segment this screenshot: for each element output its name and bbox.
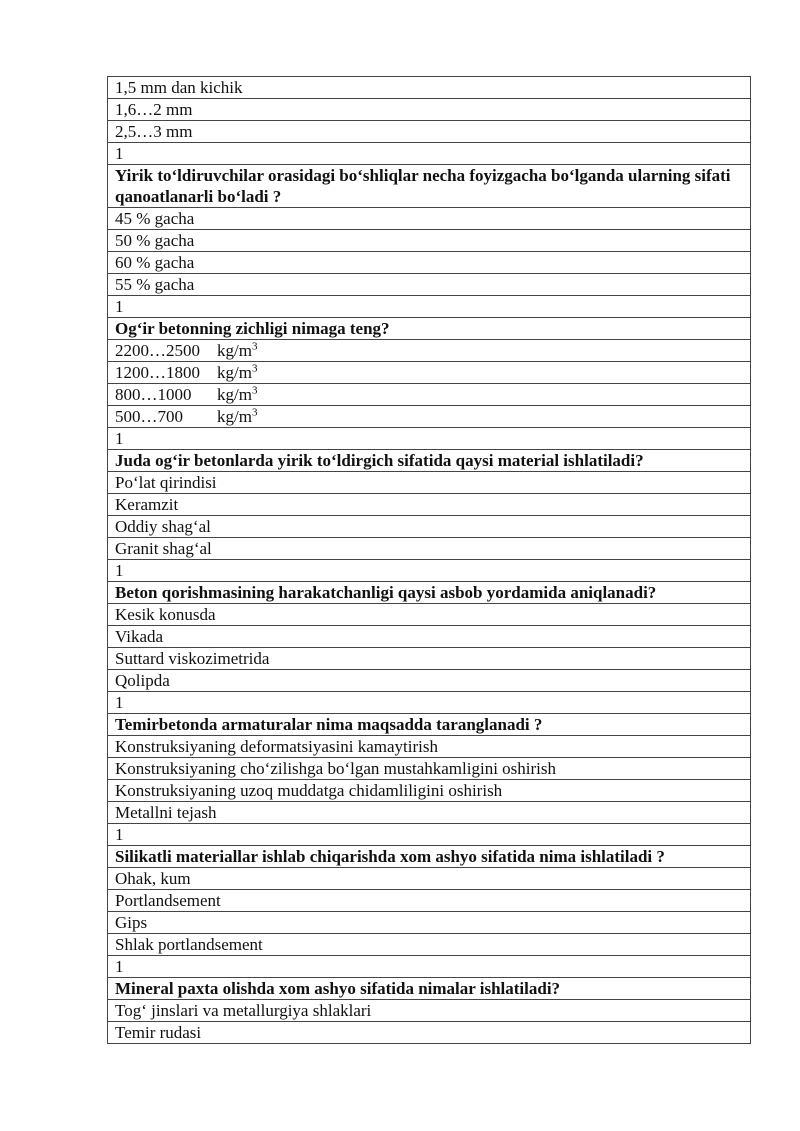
option-cell bbox=[108, 384, 751, 406]
option-row bbox=[108, 384, 751, 406]
option-text: Qolipda bbox=[108, 670, 751, 692]
answer-key-row bbox=[108, 824, 751, 846]
question-row bbox=[108, 714, 751, 736]
option-value-with-unit bbox=[115, 362, 750, 383]
answer-key-number: 1 bbox=[108, 824, 751, 846]
option-row bbox=[108, 252, 751, 274]
answer-key-number: 1 bbox=[108, 428, 751, 450]
option-value: 1200…1800 bbox=[115, 363, 200, 382]
option-row bbox=[108, 648, 751, 670]
unit-text: kg/m bbox=[217, 407, 252, 426]
option-value-with-unit bbox=[115, 340, 750, 361]
unit-exponent: 3 bbox=[251, 384, 258, 397]
option-unit bbox=[217, 362, 257, 383]
option-value: 2200…2500 bbox=[115, 341, 200, 360]
option-text: Oddiy shag‘al bbox=[108, 516, 751, 538]
question-row bbox=[108, 846, 751, 868]
answer-key-row bbox=[108, 296, 751, 318]
question-text: Temirbetonda armaturalar nima maqsadda taranglanadi ? bbox=[108, 714, 751, 736]
option-text: Tog‘ jinslari va metallurgiya shlaklari bbox=[108, 1000, 751, 1022]
option-text: Konstruksiyaning uzoq muddatga chidamliligini oshirish bbox=[108, 780, 751, 802]
option-text: Po‘lat qirindisi bbox=[108, 472, 751, 494]
answer-key-row bbox=[108, 428, 751, 450]
quiz-table-body bbox=[108, 77, 751, 1044]
option-row bbox=[108, 802, 751, 824]
option-row bbox=[108, 538, 751, 560]
question-row bbox=[108, 978, 751, 1000]
question-text: Beton qorishmasining harakatchanligi qaysi asbob yordamida aniqlanadi? bbox=[108, 582, 751, 604]
option-text: 45 % gacha bbox=[108, 208, 751, 230]
option-row bbox=[108, 758, 751, 780]
unit-exponent: 3 bbox=[251, 362, 258, 375]
question-text: Mineral paxta olishda xom ashyo sifatida nimalar ishlatiladi? bbox=[108, 978, 751, 1000]
option-row bbox=[108, 340, 751, 362]
option-row bbox=[108, 121, 751, 143]
option-text: Gips bbox=[108, 912, 751, 934]
option-row bbox=[108, 868, 751, 890]
option-row bbox=[108, 1000, 751, 1022]
option-value-with-unit bbox=[115, 384, 750, 405]
unit-exponent: 3 bbox=[251, 406, 258, 419]
option-row bbox=[108, 274, 751, 296]
answer-key-number: 1 bbox=[108, 560, 751, 582]
option-row bbox=[108, 1022, 751, 1044]
unit-exponent: 3 bbox=[251, 340, 258, 353]
option-row bbox=[108, 670, 751, 692]
unit-text: kg/m bbox=[217, 363, 252, 382]
option-text: Vikada bbox=[108, 626, 751, 648]
answer-key-number: 1 bbox=[108, 692, 751, 714]
unit-text: kg/m bbox=[217, 341, 252, 360]
option-row bbox=[108, 208, 751, 230]
option-text: 60 % gacha bbox=[108, 252, 751, 274]
option-text: Keramzit bbox=[108, 494, 751, 516]
question-text: Og‘ir betonning zichligi nimaga teng? bbox=[108, 318, 751, 340]
answer-key-number: 1 bbox=[108, 296, 751, 318]
option-text: 55 % gacha bbox=[108, 274, 751, 296]
option-unit bbox=[217, 340, 257, 361]
option-row bbox=[108, 934, 751, 956]
option-text: Temir rudasi bbox=[108, 1022, 751, 1044]
option-row bbox=[108, 494, 751, 516]
answer-key-number: 1 bbox=[108, 143, 751, 165]
answer-key-row bbox=[108, 956, 751, 978]
option-row bbox=[108, 890, 751, 912]
option-row bbox=[108, 362, 751, 384]
option-row bbox=[108, 472, 751, 494]
question-row bbox=[108, 582, 751, 604]
option-text: Granit shag‘al bbox=[108, 538, 751, 560]
question-text: Yirik to‘ldiruvchilar orasidagi bo‘shliqlar necha foyizgacha bo‘lganda ularning sifati qanoatlanarli bo‘ladi ? bbox=[108, 165, 751, 208]
option-row bbox=[108, 406, 751, 428]
answer-key-row bbox=[108, 692, 751, 714]
quiz-table bbox=[107, 76, 751, 1044]
option-text: Shlak portlandsement bbox=[108, 934, 751, 956]
option-text: Suttard viskozimetrida bbox=[108, 648, 751, 670]
question-row bbox=[108, 450, 751, 472]
option-row bbox=[108, 736, 751, 758]
option-unit bbox=[217, 384, 257, 405]
option-text: Portlandsement bbox=[108, 890, 751, 912]
option-cell bbox=[108, 340, 751, 362]
unit-text: kg/m bbox=[217, 385, 252, 404]
option-text: Konstruksiyaning deformatsiyasini kamaytirish bbox=[108, 736, 751, 758]
question-row bbox=[108, 165, 751, 208]
option-value: 500…700 bbox=[115, 407, 183, 426]
option-text: Konstruksiyaning cho‘zilishga bo‘lgan mustahkamligini oshirish bbox=[108, 758, 751, 780]
option-text: Ohak, kum bbox=[108, 868, 751, 890]
question-text: Juda og‘ir betonlarda yirik to‘ldirgich sifatida qaysi material ishlatiladi? bbox=[108, 450, 751, 472]
answer-key-row bbox=[108, 143, 751, 165]
option-unit bbox=[217, 406, 257, 427]
option-row bbox=[108, 604, 751, 626]
option-value-with-unit bbox=[115, 406, 750, 427]
option-row bbox=[108, 912, 751, 934]
option-row bbox=[108, 99, 751, 121]
option-row bbox=[108, 77, 751, 99]
option-text: Metallni tejash bbox=[108, 802, 751, 824]
question-row bbox=[108, 318, 751, 340]
option-text: 1,6…2 mm bbox=[108, 99, 751, 121]
option-text: 2,5…3 mm bbox=[108, 121, 751, 143]
question-text: Silikatli materiallar ishlab chiqarishda xom ashyo sifatida nima ishlatiladi ? bbox=[108, 846, 751, 868]
option-text: Kesik konusda bbox=[108, 604, 751, 626]
option-text: 1,5 mm dan kichik bbox=[108, 77, 751, 99]
answer-key-number: 1 bbox=[108, 956, 751, 978]
option-row bbox=[108, 626, 751, 648]
option-cell bbox=[108, 362, 751, 384]
option-row bbox=[108, 516, 751, 538]
option-value: 800…1000 bbox=[115, 385, 192, 404]
option-cell bbox=[108, 406, 751, 428]
option-text: 50 % gacha bbox=[108, 230, 751, 252]
option-row bbox=[108, 230, 751, 252]
answer-key-row bbox=[108, 560, 751, 582]
option-row bbox=[108, 780, 751, 802]
